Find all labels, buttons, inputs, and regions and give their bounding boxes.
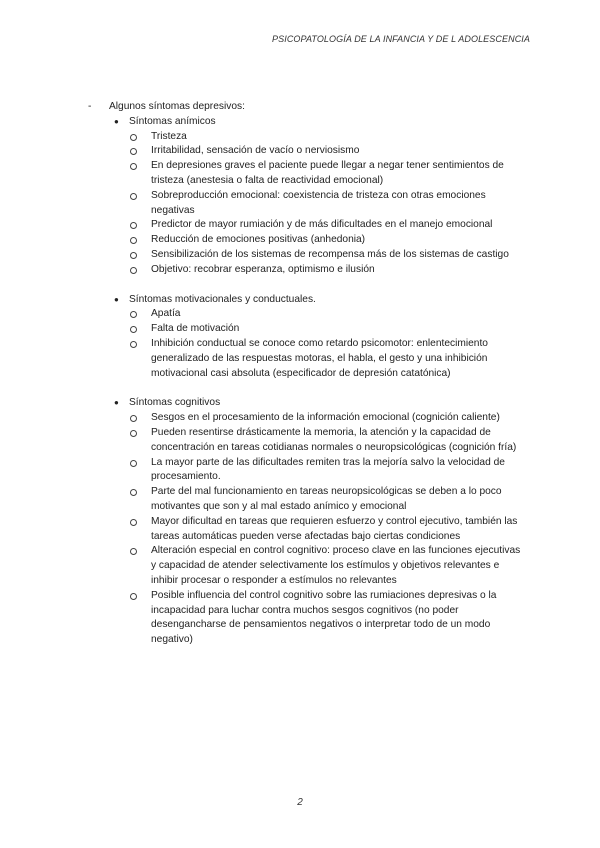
sub-list [129, 411, 528, 648]
list-item [129, 411, 528, 426]
running-header: PSICOPATOLOGÍA DE LA INFANCIA Y DE L ADOLESCENCIA [272, 34, 530, 44]
list-item [129, 456, 528, 486]
list-item-text: Objetivo: recobrar esperanza, optimismo e ilusión [151, 263, 375, 275]
circle-bullet-icon [130, 341, 137, 348]
circle-bullet-icon [130, 311, 137, 318]
section-title: Síntomas motivacionales y conductuales. [129, 293, 316, 305]
list-item [129, 218, 528, 233]
bullet-icon: ● [114, 294, 119, 304]
circle-bullet-icon [130, 326, 137, 333]
list-item-text: Mayor dificultad en tareas que requieren esfuerzo y control ejecutivo, también las tareas automáticas pueden verse afectadas bajo ciertas condiciones [151, 515, 518, 542]
circle-bullet-icon [130, 252, 137, 259]
circle-bullet-icon [130, 593, 137, 600]
list-item-text: La mayor parte de las dificultades remiten tras la mejoría salvo la velocidad de procesamiento. [151, 456, 505, 483]
list-item [129, 426, 528, 456]
section-title: Síntomas anímicos [129, 115, 216, 127]
section-motivacionales [88, 293, 528, 382]
document-body [88, 100, 528, 648]
list-item [129, 322, 528, 337]
bullet-icon: ● [114, 398, 119, 408]
list-item-text: Alteración especial en control cognitivo: proceso clave en las funciones ejecutivas y capacidad de atender selectivamente los estímulos y objetivos relevantes e inhibir procesar o responder a estímulos no relevantes [151, 545, 521, 586]
list-item [129, 189, 528, 219]
list-item-text: Sesgos en el procesamiento de la información emocional (cognición caliente) [151, 412, 500, 424]
list-item-text: Sensibilización de los sistemas de recompensa más de los sistemas de castigo [151, 248, 509, 260]
list-item-text: Falta de motivación [151, 323, 240, 335]
bullet-icon: ● [114, 116, 119, 126]
list-item [129, 589, 528, 648]
circle-bullet-icon [130, 415, 137, 422]
section-title: Síntomas cognitivos [129, 397, 221, 409]
list-item [129, 248, 528, 263]
circle-bullet-icon [130, 237, 137, 244]
circle-bullet-icon [130, 222, 137, 229]
list-item-text: Posible influencia del control cognitivo sobre las rumiaciones depresivas o la incapacidad para luchar contra muchos sesgos cognitivos (no poder desengancharse de pensamientos negativos o interpretar todo de un modo negativo) [151, 589, 497, 646]
circle-bullet-icon [130, 267, 137, 274]
circle-bullet-icon [130, 134, 137, 141]
list-item [129, 485, 528, 515]
list-item-text: Pueden resentirse drásticamente la memoria, la atención y la capacidad de concentración en tareas cotidianas normales o neuropsicológicas (cognición fría) [151, 426, 517, 453]
circle-bullet-icon [130, 148, 137, 155]
list-item-text: Parte del mal funcionamiento en tareas neuropsicológicas se deben a lo poco motivantes que son y al mal estado anímico y emocional [151, 486, 502, 512]
circle-bullet-icon [130, 548, 137, 555]
list-item [129, 263, 528, 278]
circle-bullet-icon [130, 489, 137, 496]
list-item [129, 233, 528, 248]
circle-bullet-icon [130, 519, 137, 526]
list-item [129, 307, 528, 322]
list-item [129, 515, 528, 545]
list-item [129, 144, 528, 159]
circle-bullet-icon [130, 460, 137, 467]
list-item [129, 159, 528, 189]
list-item-text: Predictor de mayor rumiación y de más dificultades en el manejo emocional [151, 219, 493, 231]
list-item-text: Inhibición conductual se conoce como retardo psicomotor: enlentecimiento generalizado de las respuestas motoras, el habla, el gesto y una inhibición motivacional casi absoluta (especificador de depresión catatónica) [151, 337, 488, 379]
circle-bullet-icon [130, 193, 137, 200]
page-number: 2 [297, 797, 303, 808]
list-item-text: Reducción de emociones positivas (anhedonia) [151, 234, 366, 246]
main-list-item [88, 100, 528, 115]
circle-bullet-icon [130, 163, 137, 170]
list-item-text: Irritabilidad, sensación de vacío o nerviosismo [151, 145, 360, 157]
list-item-text: Tristeza [151, 130, 187, 142]
list-item [129, 130, 528, 145]
list-item-text: En depresiones graves el paciente puede llegar a negar tener sentimientos de tristeza (anestesia o falta de reactividad emocional) [151, 160, 504, 186]
sub-list [129, 130, 528, 278]
section-animicos [88, 115, 528, 278]
sub-list [129, 307, 528, 381]
list-item-text: Apatía [151, 308, 181, 320]
list-item [129, 337, 528, 381]
main-heading: Algunos síntomas depresivos: [109, 101, 245, 112]
dash-marker: - [88, 101, 92, 112]
list-item-text: Sobreproducción emocional: coexistencia de tristeza con otras emociones negativas [151, 189, 486, 216]
section-cognitivos [88, 396, 528, 648]
circle-bullet-icon [130, 430, 137, 437]
list-item [129, 544, 528, 588]
